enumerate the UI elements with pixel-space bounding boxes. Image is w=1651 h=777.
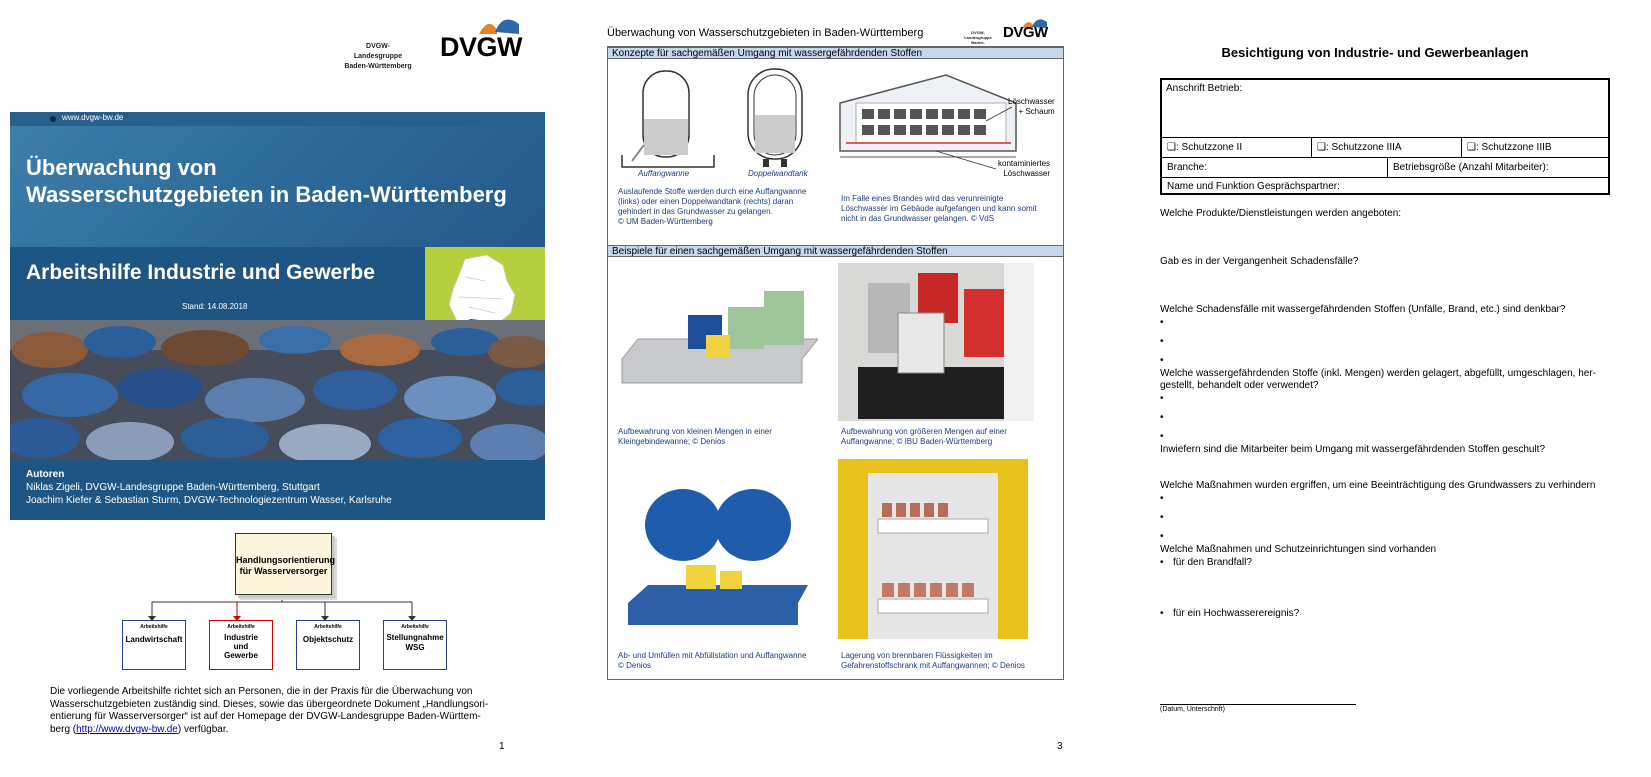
- bullet-item: •: [1160, 412, 1164, 423]
- fire-diagram: [836, 73, 1061, 173]
- section-heading: Beispiele für einen sachgemäßen Umgang mit wassergefährdenden Stoffen: [608, 245, 1063, 257]
- cover-date: Stand: 14.08.2018: [182, 302, 248, 311]
- bullet-item: •: [1160, 317, 1164, 328]
- homepage-link[interactable]: http://www.dvgw-bw.de: [76, 723, 178, 735]
- caption: Aufbewahrung von größeren Mengen auf einer Auffangwanne; © IBU Baden-Württemberg: [841, 427, 1007, 446]
- page1-body-text: Die vorliegende Arbeitshilfe richtet sich an Personen, die in der Praxis für die Überwachung von Wasserschutzgebieten zuständig sind. Dieses, sowie das übergeordnete Dokument „Handlungsori- entierung für Wasserversorger“ ist auf der Homepage der DVGW-Landesgruppe Baden-Württem- berg (http://www.dvgw-bw.de) verfügbar.: [50, 686, 489, 735]
- photo-filling-station: [628, 485, 808, 635]
- caption: Auslaufende Stoffe werden durch eine Auffangwanne (links) oder einen Doppelwandtank (rechts) daran gehindert in das Grundwasser zu gelangen. © UM Baden-Württemberg: [618, 187, 807, 226]
- cover-url: www.dvgw-bw.de: [62, 113, 124, 122]
- dvgw-logo-word: DVGW: [440, 32, 522, 62]
- cover-image: [10, 112, 545, 520]
- zone-row: [1162, 137, 1608, 158]
- diagram-label: kontaminiertes Löschwasser: [998, 159, 1051, 178]
- sub-question: für den Brandfall?: [1173, 557, 1252, 568]
- question: Welche Maßnahmen und Schutzeinrichtungen sind vorhanden: [1160, 544, 1437, 555]
- caption: Aufbewahrung von kleinen Mengen in einer Kleingebindewanne; © Denios: [618, 427, 772, 446]
- zone-iiia-checkbox[interactable]: ❑: Schutzzone IIIA: [1312, 138, 1462, 158]
- signature-line[interactable]: [1160, 704, 1356, 705]
- org-child-landwirtschaft: Arbeitshilfe Landwirtschaft: [122, 620, 186, 670]
- caption: Lagerung von brennbaren Flüssigkeiten im Gefahrenstoffschrank mit Auffangwannen; © Denios: [841, 651, 1025, 670]
- photo-hazard-cabinet: [838, 459, 1028, 639]
- cover-authors: Autoren Niklas Zigeli, DVGW-Landesgruppe Baden-Württemberg, Stuttgart Joachim Kiefer & Sebastian Sturm, DVGW-Technologiezentrum Wasser, Karlsruhe: [26, 469, 392, 506]
- question: Welche Maßnahmen wurden ergriffen, um eine Beeinträchtigung des Grundwassers zu verhindern: [1160, 480, 1596, 491]
- zone-iiib-checkbox[interactable]: ❑: Schutzzone IIIB: [1467, 142, 1552, 153]
- bullet-item: •: [1160, 512, 1164, 523]
- bullet-icon: [50, 116, 56, 122]
- company-size-field[interactable]: Betriebsgröße (Anzahl Mitarbeiter):: [1393, 162, 1549, 173]
- signature-label: (Datum, Unterschrift): [1160, 706, 1225, 713]
- org-child-industrie: Arbeitshilfe Industrie und Gewerbe: [209, 620, 273, 670]
- bullet-item: •: [1160, 557, 1164, 568]
- logo-subtitle: DVGW-Landesgruppe Baden-: [964, 30, 992, 45]
- section-heading: Konzepte für sachgemäßen Umgang mit wassergefährdenden Stoffen: [608, 47, 1063, 59]
- tank-diagram: [618, 67, 818, 177]
- bullet-item: •: [1160, 355, 1164, 366]
- question: Welche Produkte/Dienstleistungen werden angeboten:: [1160, 208, 1402, 219]
- org-child-objektschutz: Arbeitshilfe Objektschutz: [296, 620, 360, 670]
- bullet-item: •: [1160, 531, 1164, 542]
- caption: Ab- und Umfüllen mit Abfüllstation und Auffangwanne © Denios: [618, 651, 807, 670]
- page3-title: Besichtigung von Industrie- und Gewerbeanlagen: [1221, 45, 1529, 60]
- bullet-item: •: [1160, 393, 1164, 404]
- page2-frame: [607, 46, 1064, 680]
- photo-large-containers: [838, 263, 1034, 421]
- company-form: [1160, 78, 1610, 195]
- page2-header: Überwachung von Wasserschutzgebieten in Baden-Württemberg: [607, 27, 924, 39]
- bullet-item: •: [1160, 608, 1164, 619]
- bullet-item: •: [1160, 431, 1164, 442]
- photo-small-containers: [618, 285, 818, 413]
- bullet-item: •: [1160, 336, 1164, 347]
- question: Welche wassergefährdenden Stoffe (inkl. Mengen) werden gelagert, abgefüllt, umgeschlagen, her- gestellt, behandelt oder verwendet?: [1160, 368, 1597, 391]
- address-field-label: Anschrift Betrieb:: [1166, 83, 1243, 94]
- caption: Im Falle eines Brandes wird das verunreinigte Löschwasser im Gebäude aufgefangen und kann somit nicht in das Grundwasser gelangen. © VdS: [841, 194, 1037, 223]
- contact-field[interactable]: Name und Funktion Gesprächspartner:: [1167, 181, 1340, 192]
- logo-subtitle: DVGW-Landesgruppe Baden-Württemberg: [344, 43, 412, 70]
- tank-label: Doppelwandtank: [748, 169, 808, 178]
- branch-row: [1162, 157, 1608, 178]
- org-main-box: Handlungsorientierung für Wasserversorger: [235, 533, 332, 595]
- question: Welche Schadensfälle mit wassergefährdenden Stoffen (Unfälle, Brand, etc.) sind denkbar?: [1160, 304, 1566, 315]
- tank-label: Auffangwanne: [638, 169, 690, 178]
- branch-field[interactable]: Branche:: [1162, 158, 1388, 178]
- sub-question: für ein Hochwasserereignis?: [1173, 608, 1300, 619]
- page-number: 3: [1057, 741, 1063, 752]
- zone-ii-checkbox[interactable]: ❑: Schutzzone II: [1162, 138, 1312, 158]
- question: Inwiefern sind die Mitarbeiter beim Umgang mit wassergefährdenden Stoffen geschult?: [1160, 444, 1546, 455]
- org-child-stellungnahme: Arbeitshilfe Stellungnahme WSG: [383, 620, 447, 670]
- diagram-label: Löschwasser + Schaum: [1008, 97, 1055, 116]
- bullet-item: •: [1160, 493, 1164, 504]
- cover-subtitle: Arbeitshilfe Industrie und Gewerbe: [26, 261, 375, 284]
- page-number: 1: [499, 741, 505, 752]
- barrels-photo: [10, 320, 545, 460]
- cover-title: Überwachung von Wasserschutzgebieten in Baden-Württemberg: [26, 155, 507, 207]
- dvgw-logo-word: DVGW: [1003, 24, 1048, 41]
- contact-row: [1162, 177, 1608, 196]
- question: Gab es in der Vergangenheit Schadensfälle?: [1160, 256, 1359, 267]
